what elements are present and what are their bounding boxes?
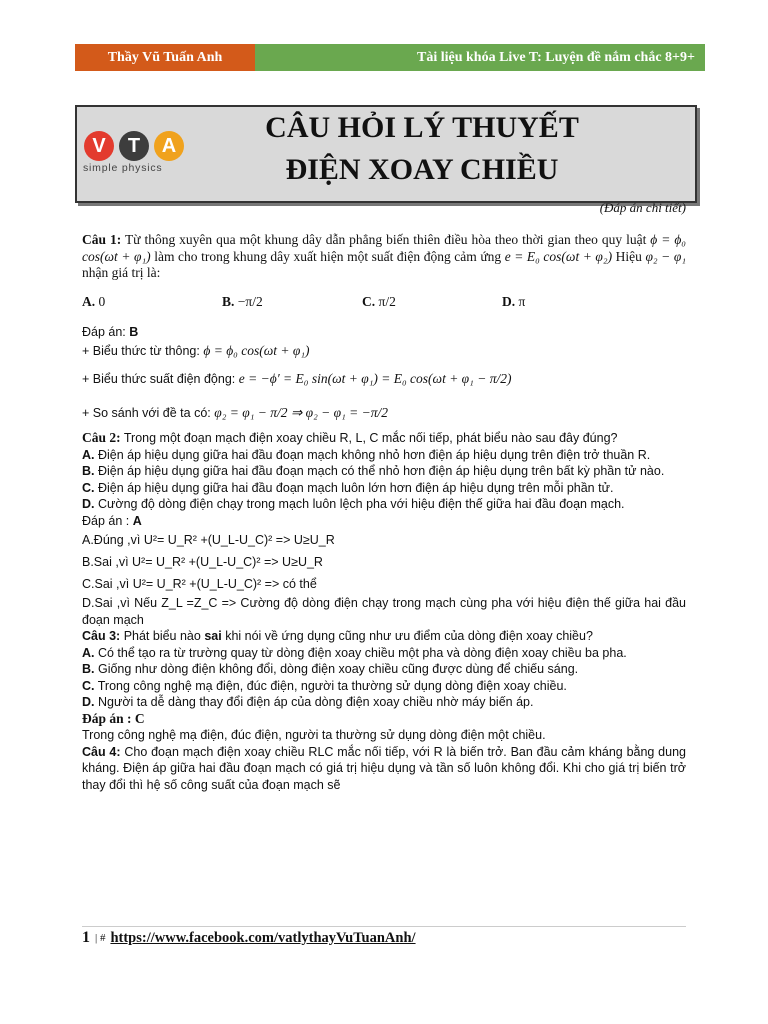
question-1-options <box>82 288 686 318</box>
question-3-option-d: D. Người ta dễ dàng thay đổi điện áp của dòng điện xoay chiều nhờ máy biến áp. <box>82 695 534 709</box>
question-3-option-c: C. Trong công nghệ mạ điện, đúc điện, người ta thường sử dụng dòng điện xoay chiều. <box>82 678 567 693</box>
question-1-formula-emf: e = E₀ cos(ωt + φ₂) <box>504 248 613 264</box>
answer-value: B <box>129 324 139 339</box>
logo-letter-a: A <box>154 131 184 161</box>
question-3-bold-word: sai <box>204 629 222 643</box>
question-3-option-d-text: Người ta dễ dàng thay đổi điện áp của dòng điện xoay chiều nhờ máy biến áp. <box>97 695 534 709</box>
question-2-option-a: A. Điện áp hiệu dụng giữa hai đầu đoạn mạch không nhỏ hơn điện áp hiệu dụng trên điện trở thuần R. <box>82 447 651 462</box>
question-1-text-b: làm cho trong khung dây xuất hiện một suất điện động cảm ứng <box>154 248 502 264</box>
question-1-formula-diff: φ₂ − φ₁ <box>645 248 687 264</box>
logo-tagline: simple physics <box>83 162 163 174</box>
page-number: 1 <box>82 929 90 946</box>
question-3-label: Câu 3: <box>82 629 121 643</box>
question-1-text-c: Hiệu <box>615 248 642 264</box>
option-c <box>362 294 502 311</box>
facebook-link[interactable]: https://www.facebook.com/vatlythayVuTuanAnh/ <box>110 929 416 946</box>
question-3-option-a: A. Có thể tạo ra từ trường quay từ dòng điện xoay chiều một pha và dòng điện xoay chiều ba pha. <box>82 645 627 660</box>
solution-step-2 <box>82 362 686 396</box>
question-3-answer <box>82 711 686 728</box>
question-2-option-b: B. Điện áp hiệu dụng giữa hai đầu đoạn mạch có thể nhỏ hơn điện áp hiệu dụng trên bất kỳ phần tử nào. <box>82 464 665 478</box>
option-b <box>222 294 362 311</box>
option-a <box>82 294 222 311</box>
question-2-answer-value: A <box>132 513 142 528</box>
footer-separator: | # <box>95 932 106 944</box>
option-c-label: C. <box>362 294 376 310</box>
solution-step-2-label: + Biểu thức suất điện động: <box>82 371 236 386</box>
question-1-text-a: Từ thông xuyên qua một khung dây dẫn phẳng biến thiên điều hòa theo thời gian theo quy luật <box>124 232 647 247</box>
question-2-option-b-text: Điện áp hiệu dụng giữa hai đầu đoạn mạch có thể nhỏ hơn điện áp hiệu dụng trên bất kỳ phần tử nào. <box>97 464 665 478</box>
question-3-option-a-text: Có thể tạo ra từ trường quay từ dòng điện xoay chiều một pha và dòng điện xoay chiều ba pha. <box>97 645 627 660</box>
question-3 <box>82 628 686 645</box>
solution-step-1-formula: ϕ = ϕ₀ cos(ωt + φ₁) <box>203 342 310 358</box>
question-1 <box>82 232 686 282</box>
question-2-answer-label: Đáp án : <box>82 513 130 528</box>
solution-step-3 <box>82 396 686 430</box>
option-d-value: π <box>518 294 526 310</box>
question-3-text-a: Phát biểu nào <box>123 629 201 643</box>
option-b-value: −π/2 <box>237 294 263 310</box>
option-c-value: π/2 <box>378 294 396 310</box>
question-2-text: Trong một đoạn mạch điện xoay chiều R, L, C mắc nối tiếp, phát biểu nào sau đây đúng? <box>123 431 618 445</box>
question-1-label: Câu 1: <box>82 232 122 247</box>
question-4-text: Cho đoạn mạch điện xoay chiều RLC mắc nối tiếp, với R là biến trở. Ban đầu cảm kháng bằng dung kháng. Điện áp giữa hai đầu đoạn mạch có giá trị hiệu dụng và tần số luôn không đổi. Khi cho giá trị biến trở thay đổi thì hệ số công suất của đoạn mạch sẽ <box>82 744 686 792</box>
question-2-option-a-text: Điện áp hiệu dụng giữa hai đầu đoạn mạch không nhỏ hơn điện áp hiệu dụng trên điện trở thuần R. <box>97 447 651 462</box>
question-3-explanation: Trong công nghệ mạ điện, đúc điện, người ta thường sử dụng dòng điện một chiều. <box>82 728 546 742</box>
vta-logo <box>81 131 197 179</box>
question-3-answer-value: Đáp án : C <box>82 710 145 726</box>
option-a-label: A. <box>82 294 96 310</box>
document-title-line1: CÂU HỎI LÝ THUYẾT <box>265 111 579 144</box>
solution-step-1-label: + Biểu thức từ thông: <box>82 343 200 358</box>
question-2-label: Câu 2: <box>82 430 121 445</box>
answer-note: (Đáp án chi tiết) <box>599 200 686 215</box>
answer-label: Đáp án: <box>82 324 126 339</box>
option-a-value: 0 <box>98 294 106 310</box>
question-2-explanation-c: C.Sai ,vì U²= U_R² +(U_L-U_C)² => có thể <box>82 576 317 591</box>
question-3-option-b-text: Giống như dòng điện không đổi, dòng điện xoay chiều cũng được dùng để chiếu sáng. <box>97 662 579 676</box>
document-body <box>82 232 686 793</box>
question-2-explanation-d: D.Sai ,vì Nếu Z_L =Z_C => Cường độ dòng điện chạy trong mạch cùng pha với hiệu điện thế giữa hai đầu đoạn mạch <box>82 596 686 627</box>
question-2-option-c: C. Điện áp hiệu dụng giữa hai đầu đoạn mạch luôn lớn hơn điện áp hiệu dụng trên mỗi phần tử. <box>82 480 614 495</box>
question-2-explanation-a: A.Đúng ,vì U²= U_R² +(U_L-U_C)² => U≥U_R <box>82 532 335 547</box>
option-b-label: B. <box>222 294 235 310</box>
question-1-text-d: nhận giá trị là: <box>82 265 161 280</box>
question-3-option-c-text: Trong công nghệ mạ điện, đúc điện, người ta thường sử dụng dòng điện xoay chiều. <box>97 678 567 693</box>
solution-step-2-formula: e = −ϕ′ = E₀ sin(ωt + φ₁) = E₀ cos(ωt + φ₁ − π/2) <box>238 370 512 386</box>
question-3-text-b: khi nói về ứng dụng cũng như ưu điểm của dòng điện xoay chiều? <box>225 629 593 643</box>
document-title-line2: ĐIỆN XOAY CHIỀU <box>285 153 559 186</box>
question-2-answer <box>82 513 686 530</box>
question-1-answer <box>82 324 686 341</box>
footer-divider <box>82 926 686 927</box>
question-3-option-b: B. Giống như dòng điện không đổi, dòng điện xoay chiều cũng được dùng để chiếu sáng. <box>82 662 579 676</box>
option-d <box>502 294 642 311</box>
title-box <box>75 105 697 203</box>
course-label: Tài liệu khóa Live T: Luyện đề nắm chắc 8+9+ <box>255 44 705 71</box>
question-2 <box>82 430 686 447</box>
solution-step-3-formula: φ₂ = φ₁ − π/2 ⇒ φ₂ − φ₁ = −π/2 <box>214 404 389 420</box>
author-label: Thầy Vũ Tuấn Anh <box>75 44 255 71</box>
question-2-option-d: D. Cường độ dòng điện chạy trong mạch luôn lệch pha với hiệu điện thế giữa hai đầu đoạn mạch. <box>82 497 625 511</box>
question-2-option-c-text: Điện áp hiệu dụng giữa hai đầu đoạn mạch luôn lớn hơn điện áp hiệu dụng trên mỗi phần tử. <box>97 480 614 495</box>
logo-letter-t: T <box>119 131 149 161</box>
option-d-label: D. <box>502 294 516 310</box>
question-4 <box>82 744 686 794</box>
question-4-label: Câu 4: <box>82 744 121 759</box>
solution-step-1 <box>82 340 686 362</box>
logo-letter-v: V <box>84 131 114 161</box>
page-footer <box>82 929 416 947</box>
solution-step-3-label: + So sánh với đề ta có: <box>82 405 211 420</box>
question-1-formula-flux: ϕ = ϕ₀ cos(ωt + φ₁) <box>82 232 686 264</box>
top-header-bar <box>75 44 705 71</box>
question-2-explanation-b: B.Sai ,vì U²= U_R² +(U_L-U_C)² => U≥U_R <box>82 554 323 569</box>
question-2-option-d-text: Cường độ dòng điện chạy trong mạch luôn lệch pha với hiệu điện thế giữa hai đầu đoạn mạch. <box>97 497 625 511</box>
